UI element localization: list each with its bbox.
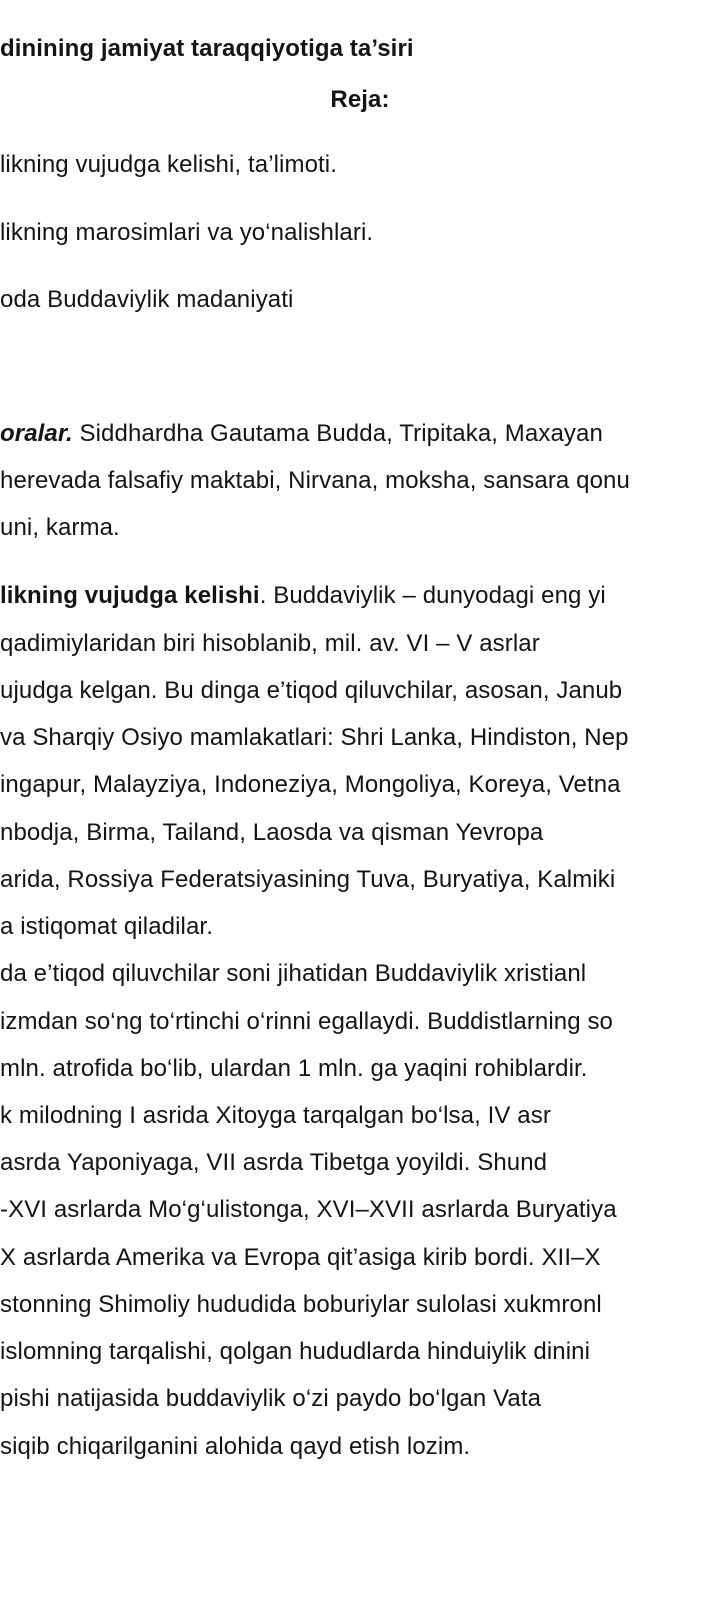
keywords-line-1 bbox=[0, 419, 720, 449]
keywords-list-start: Siddhardha Gautama Budda, Tripitaka, Maxayan bbox=[72, 420, 603, 447]
section-1-line-3: ujudga kelgan. Bu dinga e’tiqod qiluvchilar, asosan, Janub bbox=[0, 677, 623, 704]
keywords-label: oralar. bbox=[0, 420, 73, 447]
plan-heading: Reja: bbox=[330, 86, 390, 113]
section-1-line-15: X asrlarda Amerika va Evropa qit’asiga kirib bordi. XII–X bbox=[0, 1244, 601, 1271]
section-1-text-start: . Buddaviylik – dunyodagi eng yi bbox=[259, 582, 606, 609]
section-1-line-9: da e’tiqod qiluvchilar soni jihatidan Buddaviylik xristianl bbox=[0, 960, 587, 987]
section-1-line-18: pishi natijasida buddaviylik o‘zi paydo bo‘lgan Vata bbox=[0, 1385, 542, 1412]
section-1-line-13: asrda Yaponiyaga, VII asrda Tibetga yoyildi. Shund bbox=[0, 1149, 548, 1176]
section-1-line-12: k milodning I asrida Xitoyga tarqalgan bo‘lsa, IV asr bbox=[0, 1102, 551, 1129]
plan-item-3: oda Buddaviylik madaniyati bbox=[0, 286, 294, 313]
plan-item-2: likning marosimlari va yo‘nalishlari. bbox=[0, 219, 374, 246]
section-1-line-6: nbodja, Birma, Tailand, Laosda va qisman Yevropa bbox=[0, 819, 544, 846]
section-1-line-17: islomning tarqalishi, qolgan hududlarda hinduiylik dinini bbox=[0, 1338, 591, 1365]
keywords-line-3: uni, karma. bbox=[0, 514, 120, 541]
section-1-line-11: mln. atrofida bo‘lib, ulardan 1 mln. ga yaqini rohiblardir. bbox=[0, 1055, 588, 1082]
keywords-line-2: herevada falsafiy maktabi, Nirvana, moksha, sansara qonu bbox=[0, 467, 630, 494]
section-1-line-1 bbox=[0, 581, 720, 611]
section-1-line-7: arida, Rossiya Federatsiyasining Tuva, Buryatiya, Kalmiki bbox=[0, 866, 616, 893]
section-1-line-4: va Sharqiy Osiyo mamlakatlari: Shri Lanka, Hindiston, Nep bbox=[0, 724, 629, 751]
section-1-line-14: -XVI asrlarda Mo‘g‘ulistonga, XVI–XVII asrlarda Buryatiya bbox=[0, 1196, 617, 1223]
section-1-line-16: stonning Shimoliy hududida boburiylar sulolasi xukmronl bbox=[0, 1291, 602, 1318]
section-1-line-19: siqib chiqarilganini alohida qayd etish lozim. bbox=[0, 1433, 471, 1460]
section-1-line-5: ingapur, Malayziya, Indoneziya, Mongoliya, Koreya, Vetna bbox=[0, 771, 621, 798]
plan-item-1: likning vujudga kelishi, ta’limoti. bbox=[0, 151, 337, 178]
section-1-line-10: izmdan so‘ng to‘rtinchi o‘rinni egallaydi. Buddistlarning so bbox=[0, 1008, 613, 1035]
section-1-line-2: qadimiylaridan biri hisoblanib, mil. av. VI – V asrlar bbox=[0, 630, 540, 657]
document-title: dinining jamiyat taraqqiyotiga ta’siri bbox=[0, 35, 414, 62]
section-1-heading: likning vujudga kelishi bbox=[0, 582, 260, 609]
section-1-line-8: a istiqomat qiladilar. bbox=[0, 913, 213, 940]
